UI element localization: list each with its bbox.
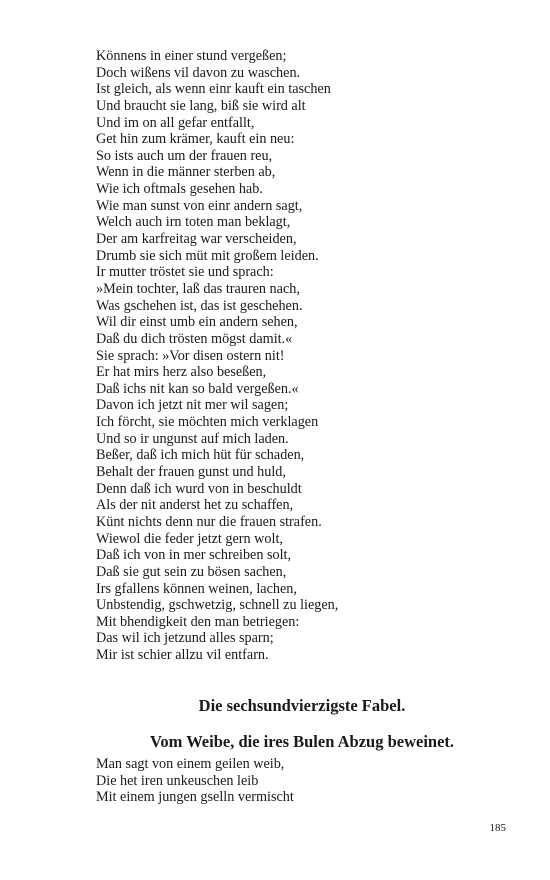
verse-line: Daß du dich trösten mögst damit.« — [96, 330, 293, 347]
verse-line: Und im on all gefar entfallt, — [96, 114, 255, 131]
verse-line: Beßer, daß ich mich hüt für schaden, — [96, 447, 305, 464]
verse-line: Unbstendig, gschwetzig, schnell zu liegen, — [96, 597, 339, 614]
page-number: 185 — [489, 822, 506, 834]
verse-line: Irs gfallens können weinen, lachen, — [96, 580, 297, 597]
verse-line: Und so ir ungunst auf mich laden. — [96, 430, 289, 447]
verse-line: Wie man sunst von einr andern sagt, — [96, 197, 303, 214]
verse-line: Das wil ich jetzund alles sparn; — [96, 630, 274, 647]
verse-line: Sie sprach: »Vor disen ostern nit! — [96, 347, 285, 364]
verse-line: Mit einem jungen gselln vermischt — [96, 789, 294, 806]
verse-line: Davon ich jetzt nit mer wil sagen; — [96, 397, 289, 414]
verse-line: Wiewol die feder jetzt gern wolt, — [96, 530, 283, 547]
verse-line: Drumb sie sich müt mit großem leiden. — [96, 247, 319, 264]
verse-line: Denn daß ich wurd von in beschuldt — [96, 480, 302, 497]
verse-line: Doch wißens vil davon zu waschen. — [96, 64, 301, 81]
verse-line: Welch auch irn toten man beklagt, — [96, 214, 291, 231]
verse-line: Die het iren unkeuschen leib — [96, 772, 259, 789]
verse-line: Und braucht sie lang, biß sie wird alt — [96, 97, 306, 114]
verse-line: Man sagt von einem geilen weib, — [96, 756, 285, 772]
verse-line: Mit bhendigkeit den man betriegen: — [96, 613, 300, 630]
verse-line: Daß ichs nit kan so bald vergeßen.« — [96, 380, 299, 397]
verse-line: Daß ich von in mer schreiben solt, — [96, 547, 292, 564]
verse-line: Der am karfreitag war verscheiden, — [96, 231, 297, 248]
verse-line: »Mein tochter, laß das trauren nach, — [96, 280, 300, 297]
verse-line: Als der nit anderst het zu schaffen, — [96, 497, 294, 514]
fable-title-heading: Vom Weibe, die ires Bulen Abzug beweinet. — [149, 732, 455, 751]
verse-block — [96, 48, 516, 664]
verse-line: Wil dir einst umb ein andern sehen, — [96, 314, 298, 331]
verse-line: Wie ich oftmals gesehen hab. — [96, 181, 263, 198]
verse-line: Er hat mirs herz also beseßen, — [96, 364, 267, 381]
verse-line: So ists auch um der frauen reu, — [96, 147, 273, 164]
fable-number-heading: Die sechsundvierzigste Fabel. — [198, 696, 406, 715]
verse-line: Künt nichts denn nur die frauen strafen. — [96, 513, 322, 530]
verse-line: Ir mutter tröstet sie und sprach: — [96, 264, 274, 281]
verse-line: Ist gleich, als wenn einr kauft ein taschen — [96, 81, 331, 98]
verse-line: Get hin zum krämer, kauft ein neu: — [96, 131, 295, 148]
verse-line: Mir ist schier allzu vil entfarn. — [96, 647, 269, 664]
verse-line: Wenn in die männer sterben ab, — [96, 164, 276, 181]
verse-line: Könnens in einer stund vergeßen; — [96, 48, 287, 64]
verse-line: Daß sie gut sein zu bösen sachen, — [96, 563, 287, 580]
verse-line: Behalt der frauen gunst und huld, — [96, 464, 286, 481]
new-fable-verse-block — [96, 756, 516, 806]
verse-line: Was gschehen ist, das ist geschehen. — [96, 297, 303, 314]
verse-line: Ich förcht, sie möchten mich verklagen — [96, 414, 319, 431]
